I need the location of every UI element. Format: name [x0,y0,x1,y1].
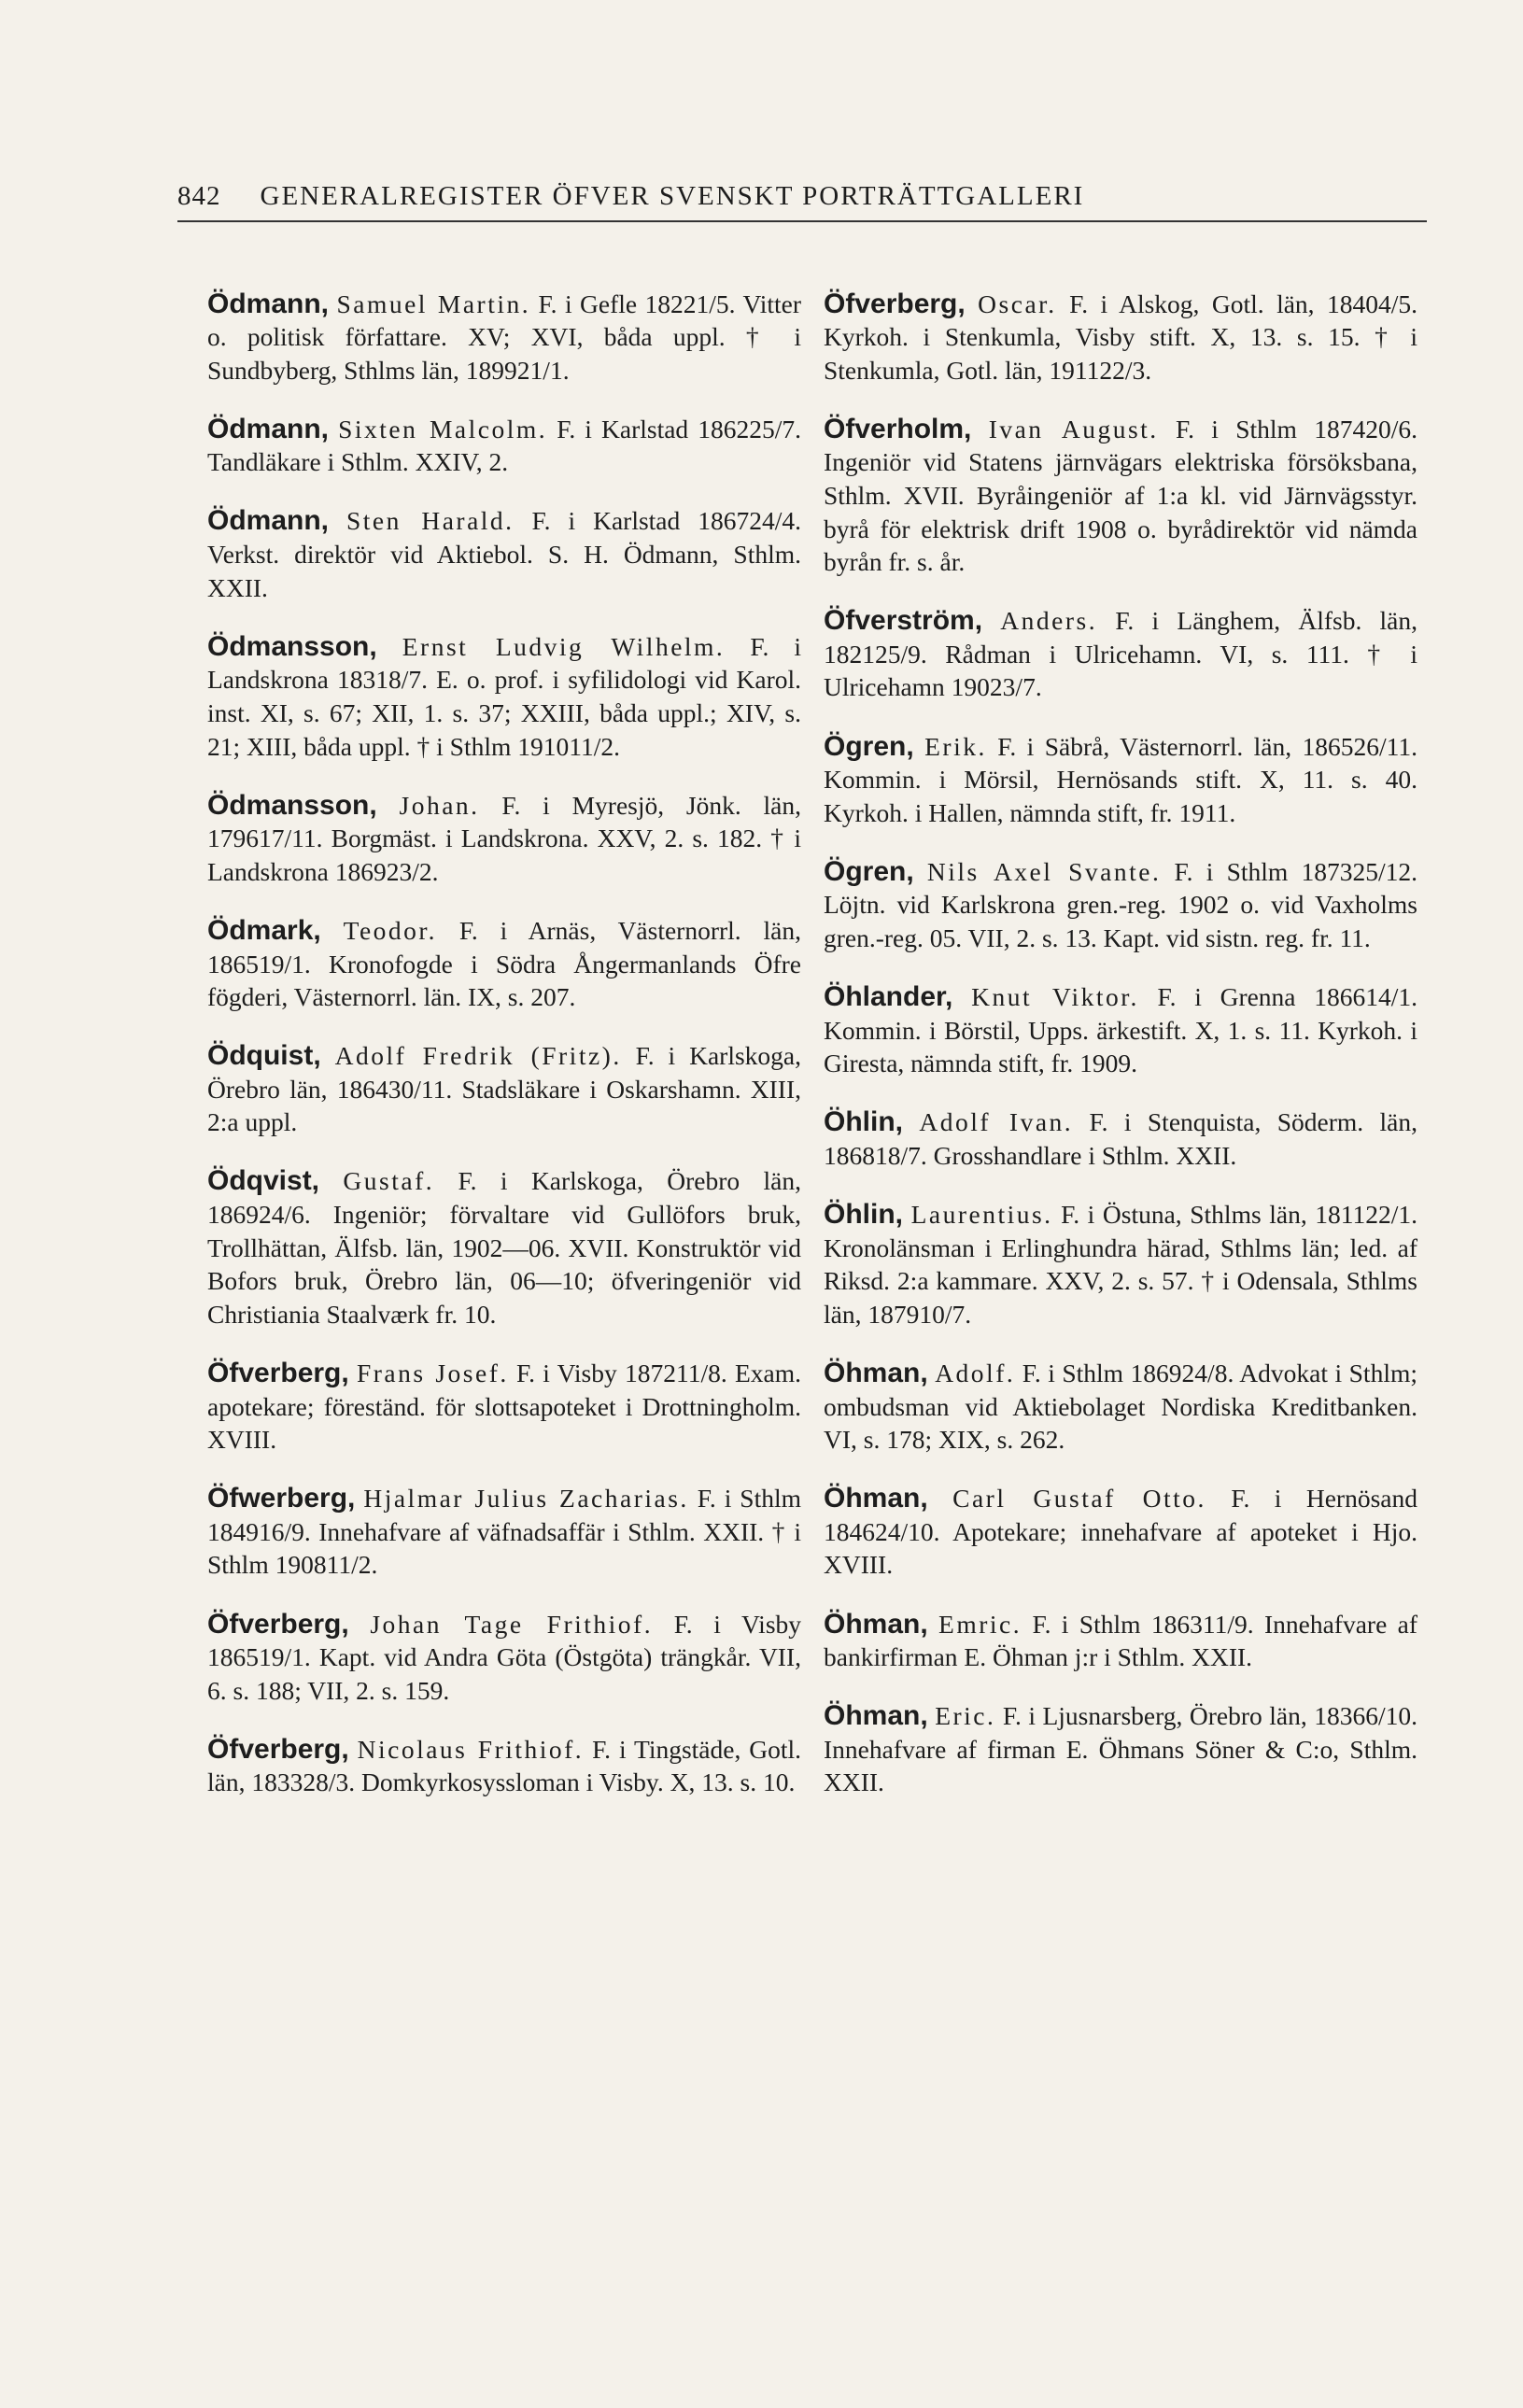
register-entry [824,980,1417,1080]
entry-text: F. i Alskog, Gotl. län, 18404/5. Kyrkoh. i Stenkumla, Visby stift. X, 13. s. 15. † i Stenkumla, Gotl. län, 191122/3. [824,289,1418,385]
entry-surname: Öhman, [824,1357,928,1388]
entry-text: F. i Grenna 186614/1. Kommin. i Börstil, Upps. ärkestift. X, 1. s. 11. Kyrkoh. i Giresta, nämnda stift, fr. 1909. [824,982,1417,1078]
register-entry [207,1608,801,1708]
entry-given-names: Anders. [1000,606,1098,636]
entry-surname: Öfverberg, [207,1357,349,1388]
register-entry [207,1733,801,1799]
entry-given-names: Carl Gustaf Otto. [952,1484,1206,1514]
register-entry [207,1482,801,1582]
entry-given-names: Sixten Malcolm. [338,414,548,444]
entry-text: F. i Visby 186519/1. Kapt. vid Andra Göta (Östgöta) trängkår. VII, 6. s. 188; VII, 2. s. 159. [207,1609,802,1705]
entry-given-names: Ivan August. [988,414,1159,444]
entry-text: F. i Sthlm 184916/9. Innehafvare af väfnadsaffär i Sthlm. XXII. † i Sthlm 190811/2. [207,1484,802,1580]
register-entry [207,789,801,889]
entry-text: F. i Länghem, Älfsb. län, 182125/9. Rådman i Ulricehamn. VI, s. 111. † i Ulricehamn 19023/7. [824,606,1418,702]
entry-surname: Ödmann, [207,413,330,444]
entry-given-names: Nicolaus Frithiof. [357,1734,585,1764]
register-entry [824,413,1417,579]
register-entry [824,1105,1417,1172]
entry-surname: Ödmansson, [207,630,377,662]
register-entry [824,730,1417,830]
entry-text: F. i Hernösand 184624/10. Apotekare; innehafvare af apoteket i Hjo. XVIII. [824,1484,1417,1580]
entry-text: F. i Stenquista, Söderm. län, 186818/7. Grosshandlare i Sthlm. XXII. [824,1107,1417,1170]
entry-given-names: Johan. [399,790,480,820]
entry-surname: Ödmann, [207,505,330,537]
right-column [824,261,1417,1822]
left-column [207,261,801,1822]
entry-text: F. i Karlskoga, Örebro län, 186430/11. Stadsläkare i Oskarshamn. XIII, 2:a uppl. [207,1041,802,1137]
entry-surname: Ödmark, [207,914,321,946]
register-entry [824,855,1417,955]
entry-text: F. i Karlskoga, Örebro län, 186924/6. Ingeniör; förvaltare vid Gullöfors bruk, Trollhättan, Älfsb. län, 1902—06. XVII. Konstruktör vid Bofors bruk, Örebro län, 06—10; öfveringeniör vid Christiania Staalværk fr. 10. [207,1166,802,1329]
register-entry [824,1482,1417,1582]
entry-surname: Öfverberg, [207,1733,349,1765]
entry-given-names: Sten Harald. [346,506,515,536]
entry-given-names: Knut Viktor. [971,982,1139,1012]
entry-surname: Ödqvist, [207,1165,320,1197]
entry-given-names: Hjalmar Julius Zacharias. [363,1484,689,1514]
entry-given-names: Ernst Ludvig Wilhelm. [402,631,726,661]
register-entry [207,504,801,604]
register-entry [207,630,801,763]
entry-given-names: Frans Josef. [356,1358,509,1387]
entry-text: F. i Gefle 18221/5. Vitter o. politisk författare. XV; XVI, båda uppl. † i Sundbyberg, Sthlms län, 189921/1. [207,289,801,385]
entry-surname: Öhman, [824,1608,928,1640]
entry-text: F. i Sthlm 187325/12. Löjtn. vid Karlskrona gren.-reg. 1902 o. vid Vaxholms gren.-reg. 05. VII, 2. s. 13. Kapt. vid sistn. reg. fr. 11. [824,856,1418,952]
entry-given-names: Nils Axel Svante. [926,856,1162,886]
entry-given-names: Adolf. [935,1358,1016,1387]
entry-surname: Öfverberg, [824,288,966,319]
entry-text: F. i Säbrå, Västernorrl. län, 186526/11. Kommin. i Mörsil, Hernösands stift. X, 11. s. 40. Kyrkoh. i Hallen, nämnda stift, fr. 1911. [824,731,1418,827]
page-header [177,176,1427,222]
entry-given-names: Oscar. [978,289,1057,318]
entry-given-names: Samuel Martin. [336,289,531,318]
entry-surname: Ödquist, [207,1040,321,1072]
entry-surname: Öfverholm, [824,413,972,444]
register-entry [207,1039,801,1139]
entry-text: F. i Sthlm 186924/8. Advokat i Sthlm; ombudsman vid Aktiebolaget Nordiska Kreditbanken. VI, s. 178; XIX, s. 262. [824,1358,1417,1455]
entry-surname: Öfverberg, [207,1608,349,1640]
register-entry [207,1357,801,1457]
register-entry [824,1699,1417,1799]
entry-text: F. i Karlstad 186724/4. Verkst. direktör vid Aktiebol. S. H. Ödmann, Sthlm. XXII. [207,506,802,602]
entry-text: F. i Landskrona 18318/7. E. o. prof. i syfilidologi vid Karol. inst. XI, s. 67; XII, 1. s. 37; XXIII, båda uppl.; XIV, s. 21; XIII, båda uppl. † i Sthlm 191011/2. [207,631,802,761]
entry-given-names: Teodor. [343,915,437,945]
entry-surname: Öhlin, [824,1106,903,1138]
entry-given-names: Eric. [935,1701,996,1731]
entry-text: F. i Karlstad 186225/7. Tandläkare i Sthlm. XXIV, 2. [207,414,802,477]
entry-surname: Öhlander, [824,981,953,1013]
entry-surname: Ödmansson, [207,789,377,821]
register-entry [207,288,801,387]
register-entry [824,604,1417,704]
entry-surname: Ögren, [824,855,914,887]
register-entry [207,1164,801,1331]
register-entry [824,1608,1417,1674]
entry-surname: Öhman, [824,1483,928,1514]
entry-given-names: Johan Tage Frithiof. [370,1609,654,1639]
entry-given-names: Laurentius. [910,1200,1053,1230]
running-title: GENERALREGISTER ÖFVER SVENSKT PORTRÄTTGALLERI [260,181,1085,211]
register-entry [824,288,1417,387]
entry-given-names: Emric. [938,1609,1022,1639]
entry-text: F. i Ljusnarsberg, Örebro län, 18366/10. Innehafvare af firman E. Öhmans Söner & C:o, Sthlm. XXII. [824,1701,1418,1797]
entry-text: F. i Visby 187211/8. Exam. apotekare; föreständ. för slottsapoteket i Drottningholm. XVIII. [207,1358,801,1455]
register-entry [824,1357,1417,1457]
entry-surname: Öhlin, [824,1199,903,1231]
entry-given-names: Erik. [924,731,987,761]
register-entry [824,1198,1417,1331]
entry-text: F. i Arnäs, Västernorrl. län, 186519/1. Kronofogde i Södra Ångermanlands Öfre fögderi, Västernorrl. län. IX, s. 207. [207,915,802,1012]
register-entry [207,413,801,479]
register-entry [207,914,801,1014]
entry-surname: Ödmann, [207,288,330,319]
entry-surname: Öfverström, [824,605,983,637]
entry-given-names: Adolf Fredrik (Fritz). [334,1041,622,1071]
entry-surname: Ögren, [824,730,914,762]
entry-text: F. i Tingstäde, Gotl. län, 183328/3. Domkyrkosyssloman i Visby. X, 13. s. 10. [207,1734,802,1797]
entry-given-names: Gustaf. [343,1166,435,1196]
entry-text: F. i Östuna, Sthlms län, 181122/1. Kronolänsman i Erlinghundra härad, Sthlms län; led. af Riksd. 2:a kammare. XXV, 2. s. 57. † i Odensala, Sthlms län, 187910/7. [824,1200,1418,1329]
entry-text: F. i Sthlm 187420/6. Ingeniör vid Statens järnvägars elektriska försöksbana, Sthlm. XVII. Byråingeniör af 1:a kl. vid Järnvägsstyr. byrå för elektrisk drift 1908 o. byrådirektör vid nämda byrån fr. s. år. [824,414,1417,577]
entry-given-names: Adolf Ivan. [919,1107,1074,1137]
entry-surname: Öhman, [824,1700,928,1732]
entry-text: F. i Sthlm 186311/9. Innehafvare af bankirfirman E. Öhman j:r i Sthlm. XXII. [824,1609,1417,1672]
entry-surname: Öfwerberg, [207,1483,356,1514]
page-number: 842 [177,181,221,211]
entry-text: F. i Myresjö, Jönk. län, 179617/11. Borgmäst. i Landskrona. XXV, 2. s. 182. † i Landskrona 186923/2. [207,790,802,886]
